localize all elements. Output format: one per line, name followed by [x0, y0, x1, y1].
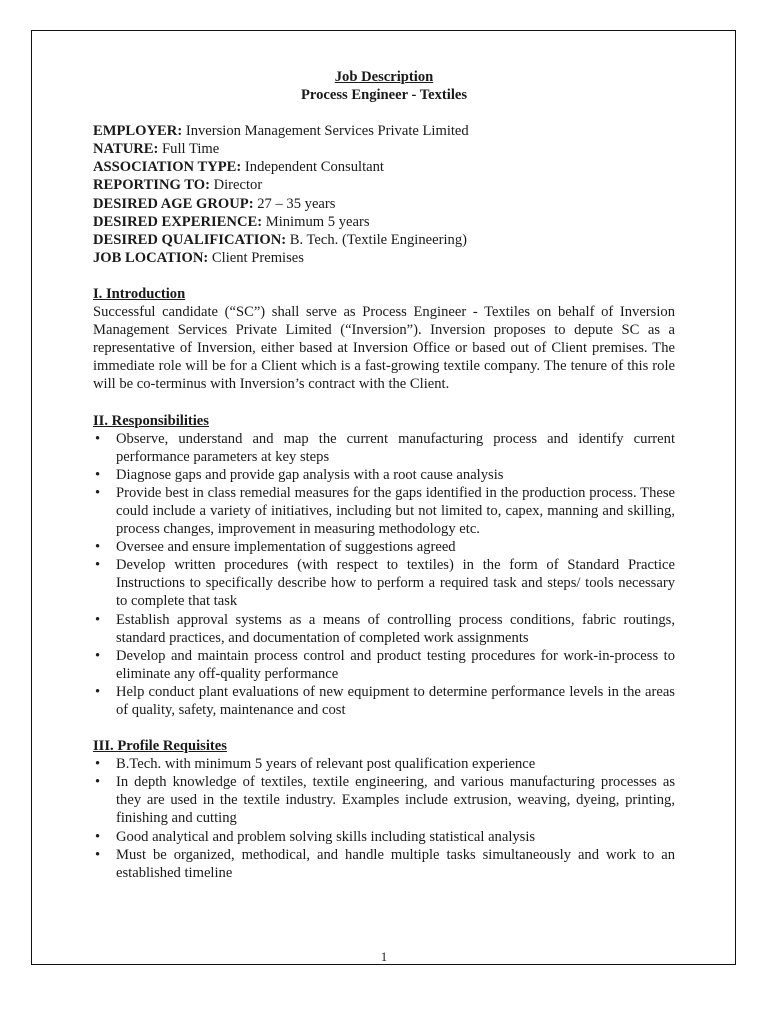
bullet-icon: • — [95, 774, 101, 791]
bullet-icon: • — [95, 647, 101, 664]
bullet-icon: • — [95, 430, 101, 447]
profile-list — [93, 755, 675, 882]
field-nature: NATURE: Full Time — [93, 141, 220, 158]
bullet-icon: • — [95, 611, 101, 628]
list-item: • Provide best in class remedial measures for the gaps identified in the production process. These could include a variety of initiatives, including but not limited to, capex, manning and skilling, process changes, improvement in measuring methodology etc. — [95, 484, 675, 538]
job-fields — [93, 122, 675, 267]
list-item: • Oversee and ensure implementation of suggestions agreed — [95, 539, 456, 556]
doc-title: Job Description — [334, 69, 434, 85]
bullet-icon: • — [95, 539, 101, 556]
list-item: • Observe, understand and map the current manufacturing process and identify current performance parameters at key steps — [95, 430, 675, 465]
responsibilities-list — [93, 430, 675, 720]
list-item: • Good analytical and problem solving skills including statistical analysis — [95, 828, 536, 845]
list-item: • B.Tech. with minimum 5 years of relevant post qualification experience — [95, 756, 536, 773]
field-association-type: ASSOCIATION TYPE: Independent Consultant — [93, 159, 384, 176]
bullet-icon: • — [95, 828, 101, 845]
responsibilities-heading: II. Responsibilities — [93, 412, 209, 429]
list-item: • Establish approval systems as a means of controlling process conditions, fabric routings, standard practices, and documentation of completed work assignments — [95, 611, 675, 646]
list-item: • Help conduct plant evaluations of new equipment to determine performance levels in the areas of quality, safety, maintenance and cost — [95, 683, 675, 718]
field-employer: EMPLOYER: Inversion Management Services Private Limited — [93, 123, 469, 140]
profile-heading: III. Profile Requisites — [93, 738, 227, 755]
list-item: • Develop written procedures (with respect to textiles) in the form of Standard Practice Instructions to specifically describe how to perform a required task and steps/ tools necessary to complete that task — [95, 557, 675, 610]
page-number: 1 — [380, 950, 388, 964]
bullet-icon: • — [95, 846, 101, 863]
field-reporting-to: REPORTING TO: Director — [93, 177, 263, 194]
list-item: • Must be organized, methodical, and handle multiple tasks simultaneously and work to an established timeline — [95, 846, 675, 881]
doc-subtitle: Process Engineer - Textiles — [300, 87, 468, 104]
list-item: • Diagnose gaps and provide gap analysis with a root cause analysis — [95, 466, 504, 483]
intro-paragraph: Successful candidate (“SC”) shall serve as Process Engineer - Textiles on behalf of Inversion Management Services Private Limited (“Inversion”). Inversion proposes to depute SC as a representative of Inversion, either based at Inversion Office or based out of Client premises. The immediate role will be for a Client which is a fast-growing textile company. The tenure of this role will be co-terminus with Inversion’s contract with the Client. — [93, 304, 675, 393]
intro-heading: I. Introduction — [93, 285, 186, 302]
field-age-group: DESIRED AGE GROUP: 27 – 35 years — [93, 195, 336, 212]
document-body — [93, 68, 675, 882]
field-location: JOB LOCATION: Client Premises — [93, 249, 304, 266]
bullet-icon: • — [95, 683, 101, 700]
list-item: • In depth knowledge of textiles, textile engineering, and various manufacturing processes as they are used in the textile industry. Examples include extrusion, weaving, dyeing, printing, finishing and cutting — [95, 774, 675, 827]
bullet-icon: • — [95, 484, 101, 501]
bullet-icon: • — [95, 756, 101, 773]
bullet-icon: • — [95, 466, 101, 483]
bullet-icon: • — [95, 557, 101, 574]
field-experience: DESIRED EXPERIENCE: Minimum 5 years — [93, 213, 370, 230]
list-item: • Develop and maintain process control and product testing procedures for work-in-process to eliminate any off-quality performance — [95, 647, 675, 682]
field-qualification: DESIRED QUALIFICATION: B. Tech. (Textile Engineering) — [93, 231, 467, 248]
